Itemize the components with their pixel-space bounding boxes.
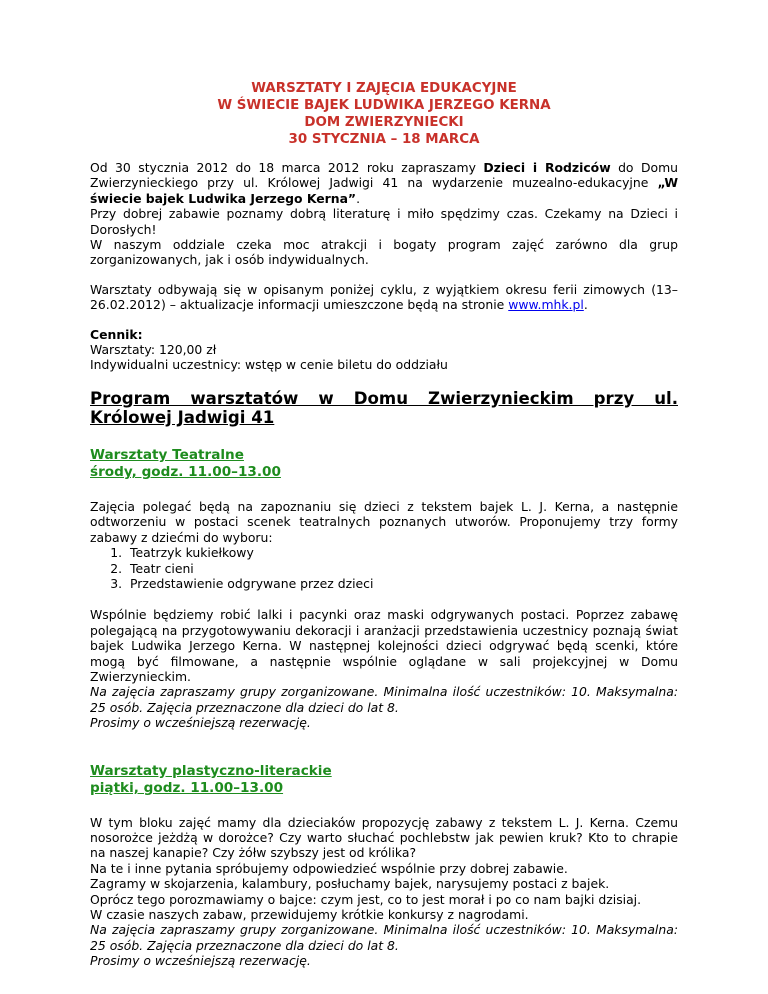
schedule-note [90,282,678,313]
art-questions: Na te i inne pytania spróbujemy odpowiedzieć wspólnie przy dobrej zabawie. [90,860,568,876]
theatre-details: Wspólnie będziemy robić lalki i pacynki oraz maski odgrywanych postaci. Poprzez zabawę polegającą na przygotowywaniu dekoracji i aranżacji przedstawienia uczestnicy poznają świat bajek Ludwika Jerzego Kerna. W następnej kolejności dzieci odgrywać będą scenki, które mogą być filmowane, a następnie wspólnie oglądane w sali projekcyjnej w Domu Zwierzynieckim. [90,607,678,684]
mhk-website-link[interactable]: www.mhk.pl [508,297,584,313]
pricing-heading [90,327,678,342]
intro-audience: Dzieci i Rodziców [483,160,611,175]
art-reservation-note: Prosimy o wcześniejszą rezerwację. [90,953,311,969]
art-description: W tym bloku zajęć mamy dla dzieciaków propozycję zabawy z tekstem L. J. Kerna. Czemu nosorożce jeżdżą w dorożce? Czy warto słuchać pochlebstw jak pewien kruk? Kto to chrapie na naszej kanapie? Czy żółw szybszy jest od królika? [90,814,678,861]
program-heading: Program warsztatów w Domu Zwierzynieckim przy ul. Królowej Jadwigi 41 [90,388,678,427]
theatre-workshop-schedule: środy, godz. 11.00–13.00 [90,464,281,481]
intro-text-end: . [356,190,361,206]
art-workshop-schedule: piątki, godz. 11.00–13.00 [90,780,284,797]
theatre-option: 1. Teatrzyk kukiełkowy [126,545,678,560]
art-workshop-title: Warsztaty plastyczno-literackie [90,762,332,779]
title-line-4: 30 STYCZNIA – 18 MARCA [288,132,480,147]
intro-text-a: Od 30 stycznia 2012 do 18 marca 2012 roku zapraszamy [90,160,484,175]
theatre-option: 3. Przedstawienie odgrywane przez dzieci [126,576,678,591]
document-title [90,80,678,148]
art-group-info: Na zajęcia zapraszamy grupy zorganizowane. Minimalna ilość uczestników: 10. Maksymalna: 25 osób. Zajęcia przeznaczone dla dzieci do lat 8. [90,922,678,953]
theatre-description: Zajęcia polegać będą na zapoznaniu się dzieci z tekstem bajek L. J. Kerna, a następnie odtworzeniu w postaci scenek teatralnych poznanych utworów. Proponujemy trzy formy zabawy z dziećmi do wyboru: [90,498,678,545]
theatre-workshop-title: Warsztaty Teatralne [90,446,244,463]
title-line-1: WARSZTATY I ZAJĘCIA EDUKACYJNE [251,81,517,96]
title-line-3: DOM ZWIERZYNIECKI [304,115,464,130]
intro-event-name: „W świecie bajek Ludwika Jerzego Kerna” [90,175,678,206]
art-games: Zagramy w skojarzenia, kalambury, posłuchamy bajek, narysujemy postaci z bajek. [90,876,610,892]
art-contests: W czasie naszych zabaw, przewidujemy krótkie konkursy z nagrodami. [90,907,529,922]
intro-attractions: W naszym oddziale czeka moc atrakcji i bogaty program zajęć zarówno dla grup zorganizowanych, jak i osób indywidualnych. [90,237,678,268]
intro-invitation: Przy dobrej zabawie poznamy dobrą literaturę i miło spędzimy czas. Czekamy na Dzieci i Dorosłych! [90,206,678,237]
intro-paragraph [90,160,678,206]
theatre-options-list [90,545,678,591]
schedule-note-end: . [583,297,588,313]
pricing-workshops: Warsztaty: 120,00 zł [90,342,217,358]
art-fable-talk: Oprócz tego porozmawiamy o bajce: czym jest, co to jest morał i po co nam bajki dzisiaj. [90,891,642,907]
schedule-note-text: Warsztaty odbywają się w opisanym poniżej cyklu, z wyjątkiem okresu ferii zimowych (13–26.02.2012) – aktualizacje informacji umieszczone będą na stronie [90,281,678,313]
pricing-heading-text: Cennik: [90,326,143,342]
document-content [90,80,678,969]
theatre-group-info: Na zajęcia zapraszamy grupy zorganizowane. Minimalna ilość uczestników: 10. Maksymalna: 25 osób. Zajęcia przeznaczone dla dzieci do lat 8. [90,684,678,715]
pricing-individual: Indywidualni uczestnicy: wstęp w cenie biletu do oddziału [90,357,448,373]
title-line-2: W ŚWIECIE BAJEK LUDWIKA JERZEGO KERNA [217,98,551,113]
theatre-option: 2. Teatr cieni [126,561,678,576]
intro-text-b: do Domu Zwierzynieckiego przy ul. Królowej Jadwigi 41 na wydarzenie muzealno-edukacyjne [90,160,678,191]
theatre-reservation-note: Prosimy o wcześniejszą rezerwację. [90,715,311,731]
